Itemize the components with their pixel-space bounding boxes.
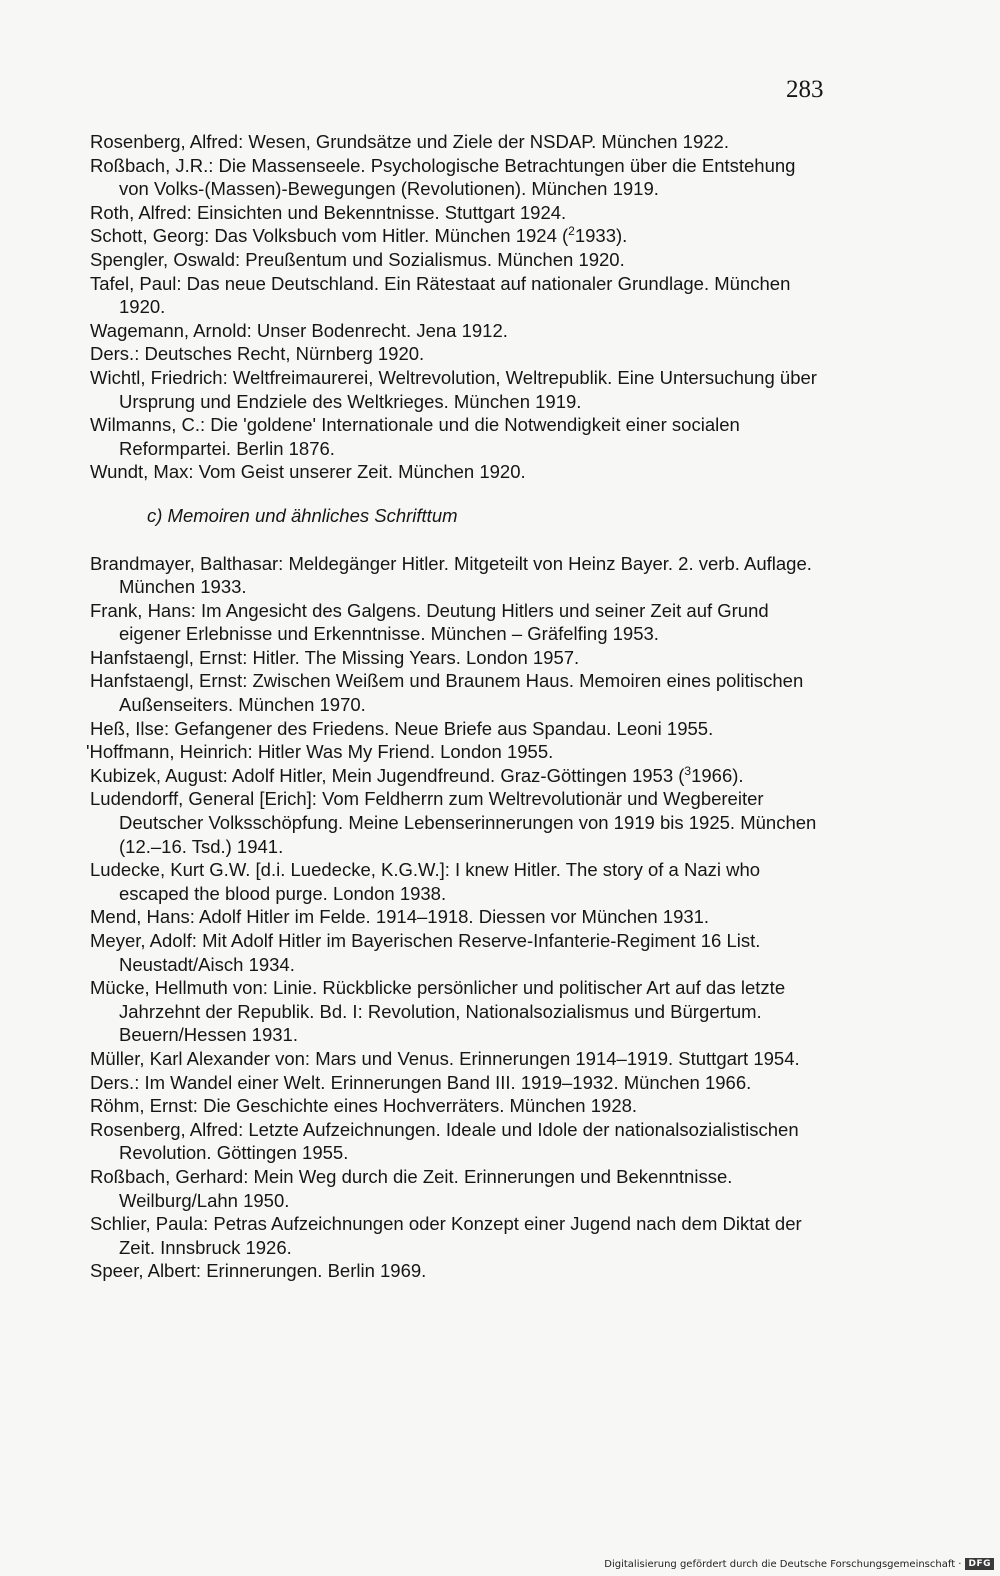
section-heading: c) Memoiren und ähnliches Schrifttum bbox=[147, 504, 458, 526]
edition-superscript: 2 bbox=[568, 224, 575, 239]
bib-entry: Rosenberg, Alfred: Letzte Aufzeichnungen. Ideale und Idole der nationalsozialistischen Revolution. Göttingen 1955. bbox=[90, 1118, 799, 1164]
bib-entry: Röhm, Ernst: Die Geschichte eines Hochverräters. München 1928. bbox=[90, 1095, 638, 1117]
bib-entry: Wichtl, Friedrich: Weltfreimaurerei, Weltrevolution, Weltrepublik. Eine Untersuchung über Ursprung und Endziele des Weltkrieges. München 1919. bbox=[90, 366, 817, 412]
bib-entry: Roßbach, Gerhard: Mein Weg durch die Zeit. Erinnerungen und Bekenntnisse. Weilburg/Lahn 1950. bbox=[90, 1165, 733, 1211]
edition-superscript: 3 bbox=[684, 763, 692, 778]
bib-entry: Rosenberg, Alfred: Wesen, Grundsätze und Ziele der NSDAP. München 1922. bbox=[90, 131, 729, 152]
bib-entry: Schlier, Paula: Petras Aufzeichnungen oder Konzept einer Jugend nach dem Diktat der Zeit. Innsbruck 1926. bbox=[90, 1213, 802, 1258]
bib-entry: Wilmanns, C.: Die 'goldene' Internationale und die Notwendigkeit einer socialen Reformpartei. Berlin 1876. bbox=[90, 414, 740, 459]
bib-entry: Spengler, Oswald: Preußentum und Sozialismus. München 1920. bbox=[90, 248, 625, 270]
bib-entry: 'Hoffmann, Heinrich: Hitler Was My Friend. London 1955. bbox=[86, 741, 554, 763]
bib-entry: Ders.: Im Wandel einer Welt. Erinnerungen Band III. 1919–1932. München 1966. bbox=[90, 1071, 752, 1093]
bib-entry-text: Kubizek, August: Adolf Hitler, Mein Jugendfreund. Graz-Göttingen 1953 ( bbox=[90, 764, 685, 786]
bib-entry: Wagemann, Arnold: Unser Bodenrecht. Jena 1912. bbox=[90, 319, 508, 341]
bib-entry: Roßbach, J.R.: Die Massenseele. Psychologische Betrachtungen über die Entstehung von Volks-(Massen)-Bewegungen (Revolutionen). München 1919. bbox=[90, 154, 796, 200]
bib-entry-tail: 1933). bbox=[574, 225, 628, 247]
bib-entry-tail: 1966). bbox=[691, 764, 744, 786]
bib-entry: Heß, Ilse: Gefangener des Friedens. Neue Briefe aus Spandau. Leoni 1955. bbox=[90, 717, 714, 739]
bib-entry: Tafel, Paul: Das neue Deutschland. Ein Rätestaat auf nationaler Grundlage. München 1920. bbox=[90, 272, 791, 318]
bib-entry: Frank, Hans: Im Angesicht des Galgens. Deutung Hitlers und seiner Zeit auf Grund eigener Erlebnisse und Erkenntnisse. München – Gräfelfing 1953. bbox=[90, 599, 769, 645]
bib-entry: Ders.: Deutsches Recht, Nürnberg 1920. bbox=[90, 343, 425, 365]
bib-entry: Roth, Alfred: Einsichten und Bekenntnisse. Stuttgart 1924. bbox=[90, 201, 567, 223]
footer-text: Digitalisierung gefördert durch die Deutsche Forschungsgemeinschaft · bbox=[604, 1558, 962, 1570]
bib-entry: Wundt, Max: Vom Geist unserer Zeit. München 1920. bbox=[90, 461, 526, 483]
page-number: 283 bbox=[786, 76, 824, 103]
bib-entry: Ludecke, Kurt G.W. [d.i. Luedecke, K.G.W.]: I knew Hitler. The story of a Nazi who escaped the blood purge. London 1938. bbox=[90, 859, 761, 904]
bib-entry: Mend, Hans: Adolf Hitler im Felde. 1914–1918. Diessen vor München 1931. bbox=[90, 906, 710, 928]
bib-entry: Hanfstaengl, Ernst: Zwischen Weißem und Braunem Haus. Memoiren eines politischen Außenseiters. München 1970. bbox=[90, 670, 804, 716]
bib-entry: Ludendorff, General [Erich]: Vom Feldherrn zum Weltrevolutionär und Wegbereiter Deutscher Volksschöpfung. Meine Lebenserinnerungen von 1919 bis 1925. München (12.–16. Tsd.) 1941. bbox=[90, 788, 817, 857]
bib-entry bbox=[90, 224, 830, 248]
bib-entry: Mücke, Hellmuth von: Linie. Rückblicke persönlicher und politischer Art auf das letzte Jahrzehnt der Republik. Bd. I: Revolution, Nationalsozialismus und Bürgertum. Beuern/Hessen 1931. bbox=[90, 977, 786, 1046]
bib-entry: Speer, Albert: Erinnerungen. Berlin 1969. bbox=[90, 1260, 427, 1282]
bib-entry: Meyer, Adolf: Mit Adolf Hitler im Bayerischen Reserve-Infanterie-Regiment 16 List. Neustadt/Aisch 1934. bbox=[90, 930, 761, 975]
bib-entry: Müller, Karl Alexander von: Mars und Venus. Erinnerungen 1914–1919. Stuttgart 1954. bbox=[90, 1047, 800, 1069]
bibliography bbox=[86, 130, 830, 1283]
funding-footer bbox=[604, 1558, 994, 1570]
bib-entry-text: Schott, Georg: Das Volksbuch vom Hitler. München 1924 ( bbox=[90, 225, 569, 247]
bib-entry: Hanfstaengl, Ernst: Hitler. The Missing Years. London 1957. bbox=[90, 646, 580, 668]
dfg-logo: DFG bbox=[965, 1558, 994, 1570]
bib-entry: Brandmayer, Balthasar: Meldegänger Hitler. Mitgeteilt von Heinz Bayer. 2. verb. Auflage. München 1933. bbox=[90, 552, 812, 598]
bib-entry bbox=[90, 764, 830, 788]
